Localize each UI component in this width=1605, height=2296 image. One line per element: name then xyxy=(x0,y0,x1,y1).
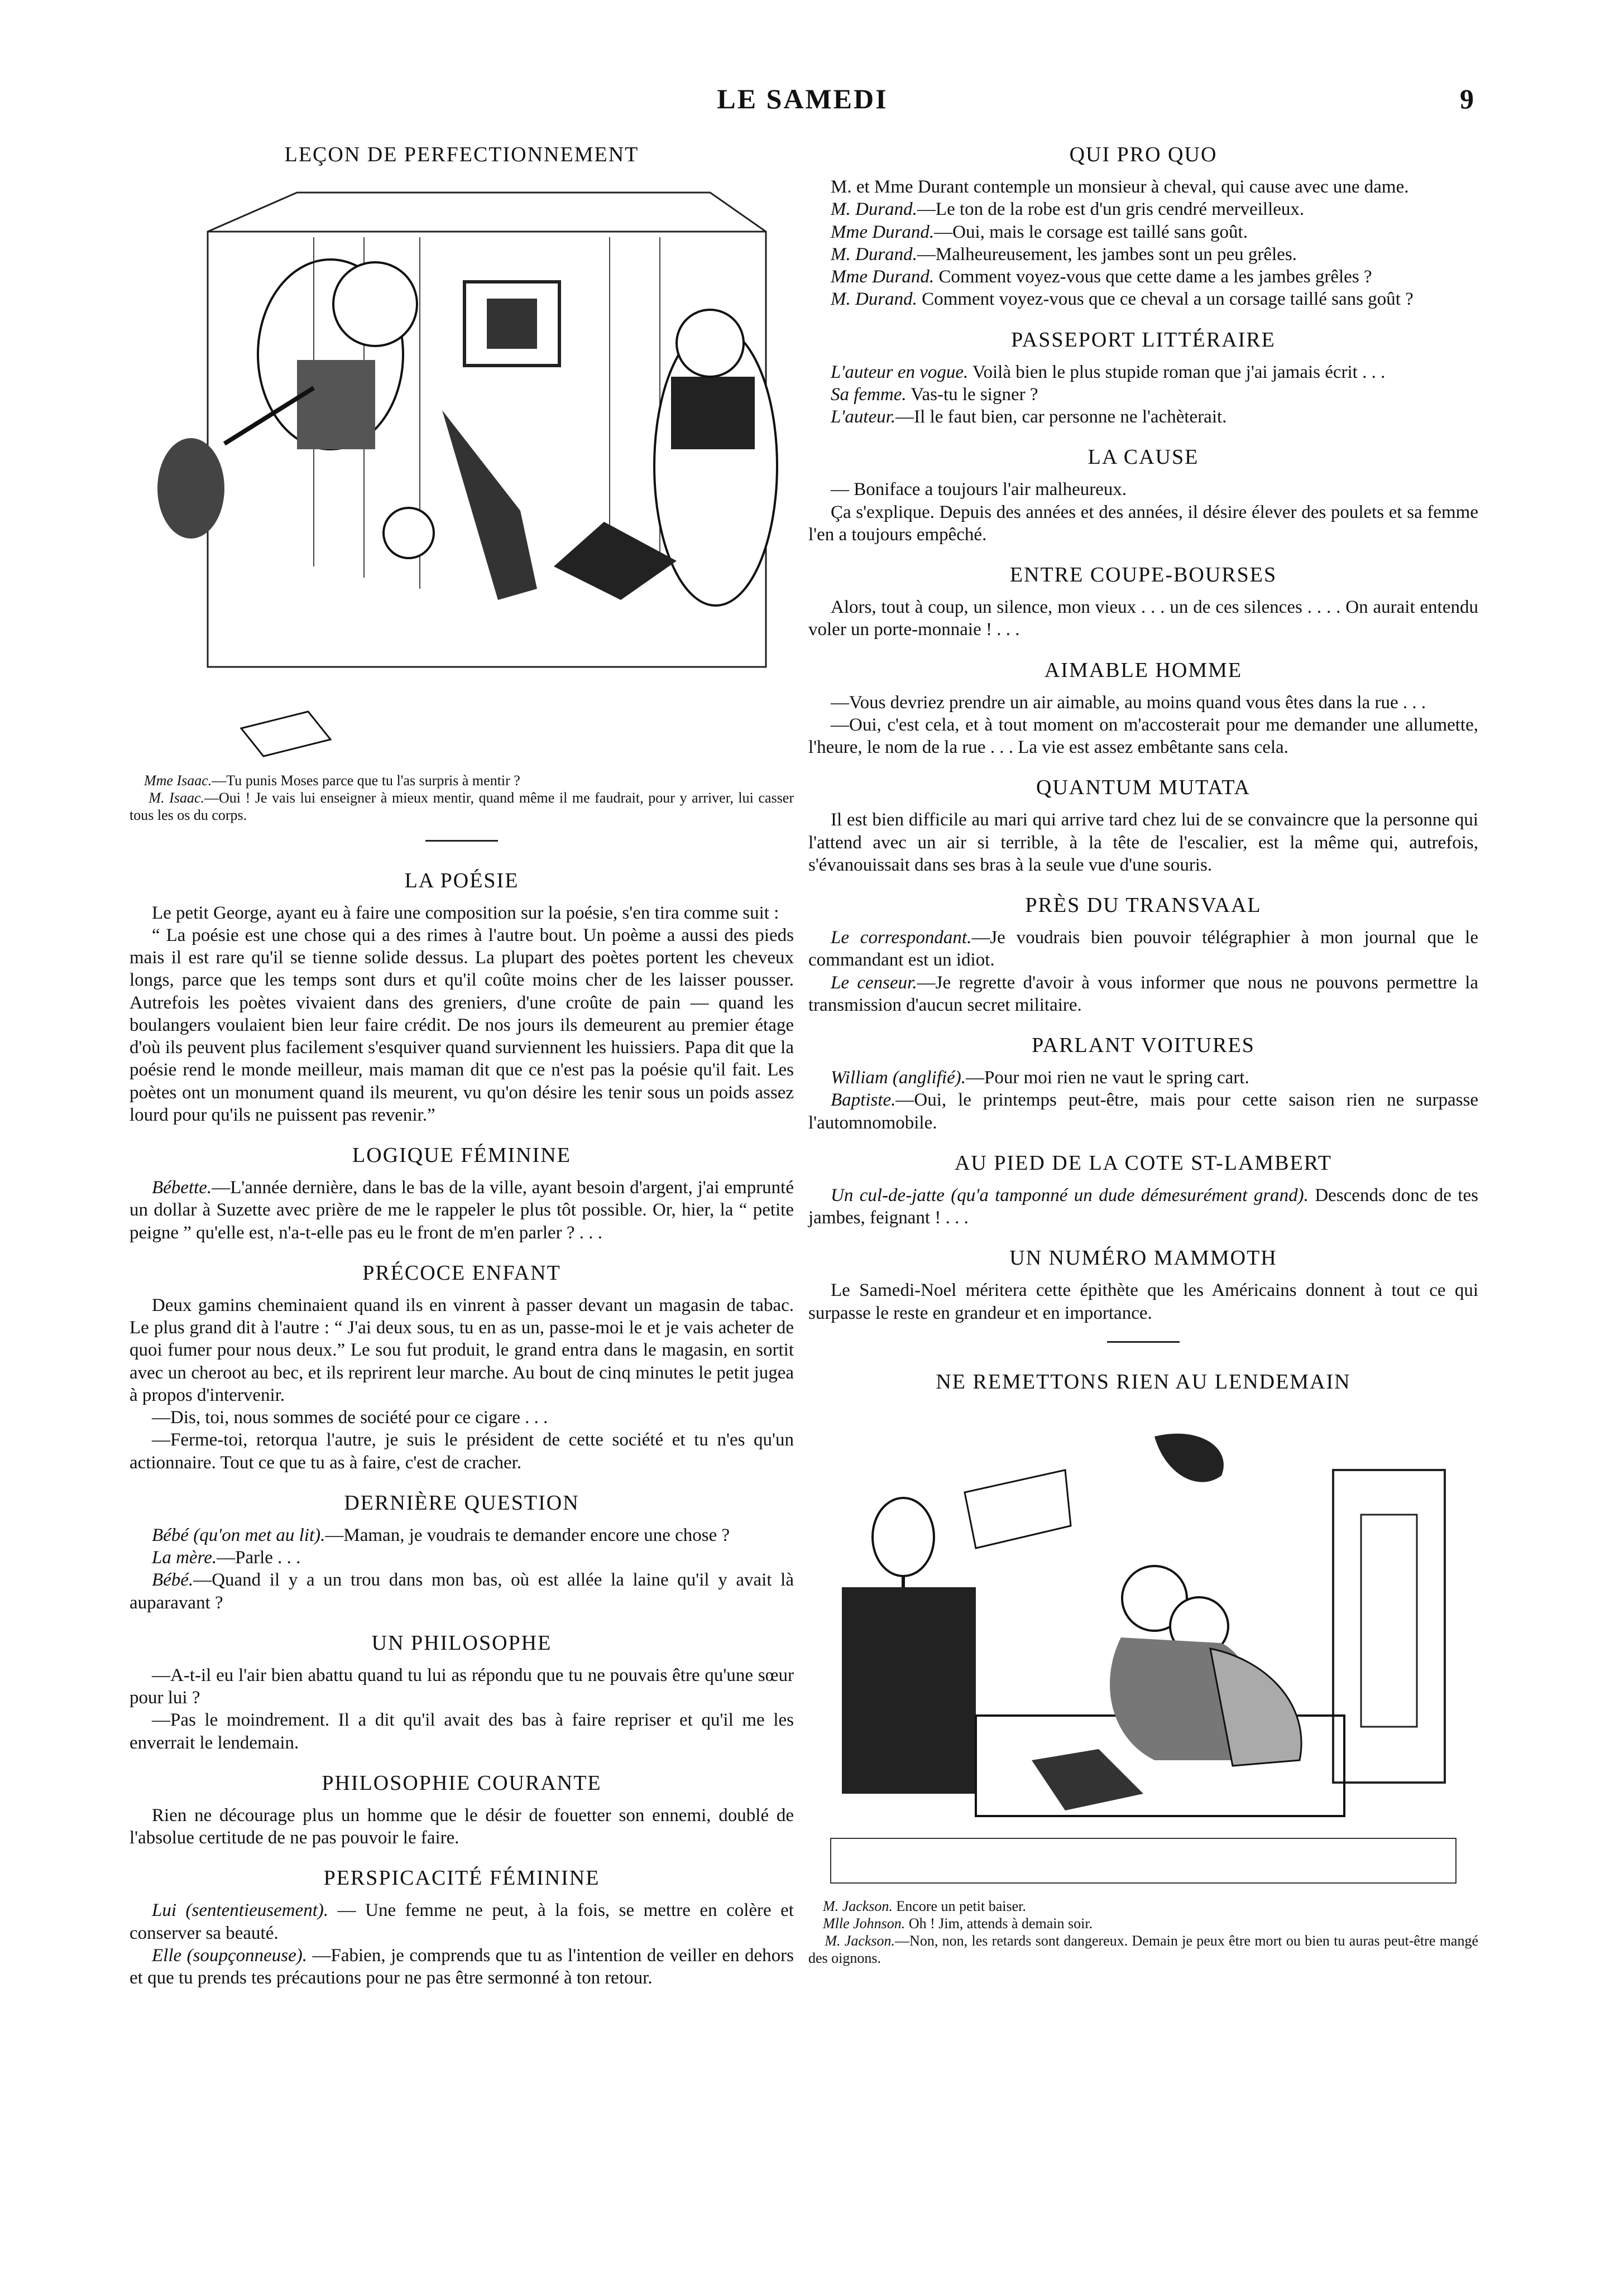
paragraph: Baptiste.—Oui, le printemps peut-être, mais pour cette saison rien ne surpasse l'automnomobile. xyxy=(808,1090,1478,1133)
paragraph: —A-t-il eu l'air bien abattu quand tu lui as répondu que tu ne pouvais être qu'une sœur pour lui ? xyxy=(130,1665,794,1708)
section-derniere xyxy=(130,1491,794,1614)
paragraph: Rien ne décourage plus un homme que le désir de fouetter son ennemi, doublé de l'absolue certitude de ne pas pouvoir le faire. xyxy=(130,1805,794,1848)
paragraph: Sa femme. Vas-tu le signer ? xyxy=(831,384,1038,405)
paragraph: Le Samedi-Noel méritera cette épithète que les Américains donnent à tout ce qui surpasse le reste en grandeur et en importance. xyxy=(808,1280,1478,1323)
section-title: PARLANT VOITURES xyxy=(1032,1034,1255,1057)
section-precoce xyxy=(130,1261,794,1474)
section-title: PHILOSOPHIE COURANTE xyxy=(322,1771,602,1795)
paragraph: M. et Mme Durant contemple un monsieur à cheval, qui cause avec une dame. xyxy=(831,177,1409,197)
section-cause xyxy=(808,445,1478,546)
paragraph: M. Durand.—Malheureusement, les jambes sont un peu grêles. xyxy=(831,244,1297,265)
section-transvaal xyxy=(808,893,1478,1016)
illustration-kiss xyxy=(808,1403,1478,1894)
section-title: PRÈS DU TRANSVAAL xyxy=(1025,894,1262,917)
section-aupied xyxy=(808,1151,1478,1229)
paragraph: Le petit George, ayant eu à faire une composition sur la poésie, s'en tira comme suit : xyxy=(152,902,779,923)
section-title: QUI PRO QUO xyxy=(1069,143,1218,166)
paragraph: William (anglifié).—Pour moi rien ne vaut le spring cart. xyxy=(831,1068,1249,1088)
paragraph: — Boniface a toujours l'air malheureux. xyxy=(831,479,1127,500)
section-divider xyxy=(1107,1341,1180,1343)
paragraph: Bébette.—L'année dernière, dans le bas de la ville, ayant besoin d'argent, j'ai emprunté un dollar à Suzette avec prière de me le rappeler le plus tôt possible. Or, hier, la “ petite peigne ” qu'elle est, n'a-t-elle pas eu le front de m'en parler ? . . . xyxy=(130,1178,794,1243)
paragraph: —Oui, c'est cela, et à tout moment on m'accosterait pour me demander une allumette, l'heure, le nom de la rue . . . La vie est assez embêtante sans cela. xyxy=(808,714,1478,757)
paragraph: Bébé.—Quand il y a un trou dans mon bas, où est allée la laine qu'il y avait là auparavant ? xyxy=(130,1570,794,1613)
caption-kiss: M. Jackson. Encore un petit baiser. Mlle Johnson. Oh ! Jim, attends à demain soir. M. Jackson.—Non, non, les retards sont dangereux. Demain je peux être mort ou bien tu auras peut-être mangé des oignons. xyxy=(808,1898,1478,1967)
section-entre xyxy=(808,563,1478,641)
paragraph: Un cul-de-jatte (qu'a tamponné un dude démesurément grand). Descends donc de tes jambes, feignant ! . . . xyxy=(808,1185,1478,1228)
paragraph: Il est bien difficile au mari qui arrive tard chez lui de se convaincre que la personne qui l'attend avec un air si terrible, à la tête de l'escalier, est la même qui, autrefois, s'évanouissait dans ses bras à la seule vue d'une souris. xyxy=(808,810,1478,875)
paragraph: —Ferme-toi, retorqua l'autre, je suis le président de cette société et tu n'es qu'un actionnaire. Tout ce que tu as à faire, c'est de cracher. xyxy=(130,1430,794,1473)
section-mammoth xyxy=(808,1246,1478,1324)
caption-lesson: Mme Isaac.—Tu punis Moses parce que tu l'as surpris à mentir ? M. Isaac.—Oui ! Je vais lui enseigner à mieux mentir, quand même il me faudrait, pour y arriver, lui casser tous les os du corps. xyxy=(130,772,794,824)
section-courante xyxy=(130,1771,794,1850)
section-title: PASSEPORT LITTÉRAIRE xyxy=(1011,328,1276,352)
paragraph: Deux gamins cheminaient quand ils en vinrent à passer devant un magasin de tabac. Le plus grand dit à l'autre : “ J'ai deux sous, tu en as un, passe-moi le et je vais acheter de quoi fumer pour nous deux.” Le sou fut produit, le grand entra dans le magasin, en sortit avec un cheroot au bec, et ils reprirent leur marche. Au bout de cinq minutes le petit jugea à propos d'intervenir. xyxy=(130,1295,794,1405)
paragraph: Lui (sententieusement). — Une femme ne peut, à la fois, se mettre en colère et conserver sa beauté. xyxy=(130,1900,794,1943)
illustration-title: LEÇON DE PERFECTIONNEMENT xyxy=(284,143,639,166)
paragraph: —Pas le moindrement. Il a dit qu'il avait des bas à faire repriser et qu'il me les enverrait le lendemain. xyxy=(130,1710,794,1753)
section-divider xyxy=(425,840,498,842)
masthead-title: LE SAMEDI xyxy=(717,83,888,114)
paragraph: Elle (soupçonneuse). —Fabien, je comprends que tu as l'intention de veiller en dehors et que tu prends tes précautions pour ne pas être sermonné à ton retour. xyxy=(130,1945,794,1988)
section-title: PRÉCOCE ENFANT xyxy=(362,1261,561,1285)
section-passeport xyxy=(808,328,1478,429)
illustration-lesson xyxy=(130,176,794,767)
paragraph: M. Durand.—Le ton de la robe est d'un gris cendré merveilleux. xyxy=(831,199,1305,220)
section-title: AU PIED DE LA COTE ST-LAMBERT xyxy=(954,1151,1333,1175)
section-title: QUANTUM MUTATA xyxy=(1036,776,1251,800)
paragraph: Bébé (qu'on met au lit).—Maman, je voudrais te demander encore une chose ? xyxy=(152,1525,730,1545)
paragraph: —Vous devriez prendre un air aimable, au moins quand vous êtes dans la rue . . . xyxy=(831,692,1426,713)
paragraph: “ La poésie est une chose qui a des rimes à l'autre bout. Un poème a aussi des pieds mais il est rare qu'il se tienne solide dessus. La plupart des poètes portent les cheveux longs, parce que les temps sont durs et qu'il coûte moins cher de les laisser pousser. Autrefois les poètes vivaient dans des greniers, d'une croûte de pain — quand les boulangers voulaient bien leur faire crédit. De nos jours ils demeurent au premier étage d'où ils peuvent plus facilement s'esquiver quand surviennent les huissiers. Papa dit que la poésie rend le monde meilleur, mais maman dit que ce n'est pas la poésie qu'il fait. Les poètes ont un monument quand ils meurent, vu qu'on désire les tenir sous un poids assez lourd pour qu'ils ne puissent pas revenir.” xyxy=(130,925,794,1125)
paragraph: Ça s'explique. Depuis des années et des années, il désire élever des poulets et sa femme l'en a toujours empêché. xyxy=(808,502,1478,545)
paragraph: Mme Durand. Comment voyez-vous que cette dame a les jambes grêles ? xyxy=(831,267,1372,287)
section-quiproquo xyxy=(808,142,1478,311)
section-logique xyxy=(130,1143,794,1244)
paragraph: M. Durand. Comment voyez-vous que ce cheval a un corsage taillé sans goût ? xyxy=(831,289,1414,310)
section-title: AIMABLE HOMME xyxy=(1044,658,1243,682)
left-column xyxy=(130,142,794,2006)
section-philosophe xyxy=(130,1631,794,1754)
paragraph: Mme Durand.—Oui, mais le corsage est taillé sans goût. xyxy=(831,222,1248,242)
page-number: 9 xyxy=(1460,83,1474,114)
section-title: DERNIÈRE QUESTION xyxy=(344,1491,579,1515)
paragraph: L'auteur.—Il le faut bien, car personne ne l'achèterait. xyxy=(831,407,1227,427)
section-quantum xyxy=(808,775,1478,876)
paragraph: —Dis, toi, nous sommes de société pour ce cigare . . . xyxy=(152,1408,548,1428)
paragraph: Alors, tout à coup, un silence, mon vieux . . . un de ces silences . . . . On aurait entendu voler un porte-monnaie ! . . . xyxy=(808,597,1478,640)
section-perspicacite xyxy=(130,1866,794,1989)
section-title: UN PHILOSOPHE xyxy=(371,1631,552,1655)
section-title: PERSPICACITÉ FÉMININE xyxy=(323,1866,600,1890)
section-title: ENTRE COUPE-BOURSES xyxy=(1009,563,1277,587)
section-title: LOGIQUE FÉMININE xyxy=(352,1144,571,1168)
right-column xyxy=(808,142,1478,1967)
section-title: UN NUMÉRO MAMMOTH xyxy=(1009,1246,1277,1270)
section-title: LA POÉSIE xyxy=(404,868,519,892)
section-poesie xyxy=(130,868,794,1127)
section-aimable xyxy=(808,658,1478,759)
illustration-title: NE REMETTONS RIEN AU LENDEMAIN xyxy=(936,1370,1351,1394)
section-title: LA CAUSE xyxy=(1087,445,1199,469)
paragraph: Le censeur.—Je regrette d'avoir à vous informer que nous ne pouvons permettre la transmission d'aucun secret militaire. xyxy=(808,972,1479,1015)
paragraph: La mère.—Parle . . . xyxy=(152,1548,301,1568)
section-parlant xyxy=(808,1033,1478,1134)
paragraph: Le correspondant.—Je voudrais bien pouvoir télégraphier à mon journal que le commandant est un idiot. xyxy=(808,928,1479,971)
paragraph: L'auteur en vogue. Voilà bien le plus stupide roman que j'ai jamais écrit . . . xyxy=(831,362,1386,382)
